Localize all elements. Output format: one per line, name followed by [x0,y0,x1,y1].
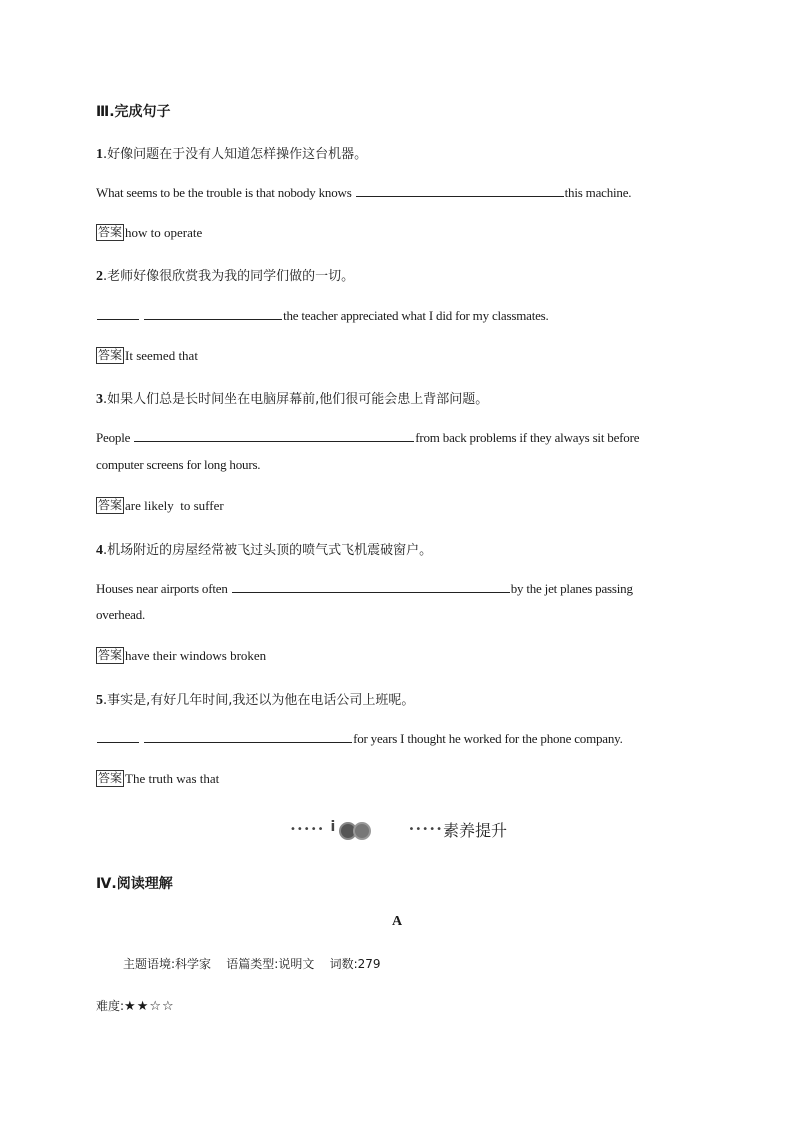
literacy-logo-icon [329,819,375,841]
answer-text: It seemed that [125,347,198,363]
question-2-blank-b[interactable] [144,307,282,320]
question-3-prompt [96,388,488,408]
question-4-sentence [96,580,633,597]
question-5-blank-a[interactable] [97,730,139,743]
question-3-blank[interactable] [134,429,414,442]
question-5-chinese: .事实是,有好几年时间,我还以为他在电话公司上班呢。 [103,693,415,708]
section-divider [290,818,507,841]
question-4-blank[interactable] [232,580,510,593]
answer-text: have their windows broken [125,647,267,663]
question-1-blank[interactable] [356,184,564,197]
divider-title: 素养提升 [443,821,508,840]
question-1-sentence [96,184,631,201]
answer-label: 答案 [98,498,123,512]
question-3-text-before: People [96,430,131,445]
question-5-sentence [96,730,623,747]
question-3-sentence [96,429,639,446]
question-3-number: 3 [96,392,103,407]
question-1-answer [96,224,202,241]
section-4-heading: Ⅳ.阅读理解 [96,876,173,892]
question-3-answer [96,497,224,514]
question-4-text-before: Houses near airports often [96,581,228,596]
question-4-number: 4 [96,543,103,558]
passage-meta: 主题语境:科学家 语篇类型:说明文 词数:279 [123,957,381,971]
question-5-prompt [96,689,414,709]
question-5-text-after: for years I thought he worked for the phone company. [353,731,623,746]
question-3-sentence-line2: computer screens for long hours. [96,457,261,472]
question-3-text-after: from back problems if they always sit before [415,430,640,445]
question-2-blank-a[interactable] [97,307,139,320]
passage-letter: A [392,914,403,929]
question-5-number: 5 [96,693,103,708]
question-2-text-after: the teacher appreciated what I did for my classmates. [283,308,549,323]
question-2-sentence [96,307,549,324]
question-2-prompt [96,265,354,285]
answer-label: 答案 [98,348,123,362]
question-1-prompt [96,143,367,163]
dots-left: ••••• [290,824,325,835]
question-4-prompt [96,539,432,559]
question-2-answer [96,347,198,364]
answer-text: are likely to suffer [125,497,224,513]
difficulty-label: 难度: [96,999,125,1013]
dots-right: ••••• [408,824,443,835]
question-4-answer [96,647,266,664]
difficulty-row [96,995,175,1014]
question-4-chinese: .机场附近的房屋经常被飞过头顶的喷气式飞机震破窗户。 [103,543,433,558]
difficulty-stars-icon: ★★☆☆ [124,999,175,1014]
answer-text: how to operate [125,224,203,240]
question-1-chinese: .好像问题在于没有人知道怎样操作这台机器。 [103,147,368,162]
question-4-sentence-line2: overhead. [96,607,146,622]
answer-label: 答案 [98,648,123,662]
question-1-text-before: What seems to be the trouble is that nobody knows [96,185,352,200]
question-1-number: 1 [96,147,103,162]
question-1-text-after: this machine. [564,185,632,200]
question-3-chinese: .如果人们总是长时间坐在电脑屏幕前,他们很可能会患上背部问题。 [103,392,489,407]
logo-letter: i [330,818,336,835]
answer-label: 答案 [98,225,123,239]
answer-text: The truth was that [125,770,220,786]
answer-label: 答案 [98,771,123,785]
question-4-text-after: by the jet planes passing [510,581,633,596]
question-2-number: 2 [96,269,103,284]
question-5-answer [96,770,219,787]
section-3-heading: Ⅲ.完成句子 [96,104,171,120]
question-2-chinese: .老师好像很欣赏我为我的同学们做的一切。 [103,269,355,284]
question-5-blank-b[interactable] [144,730,352,743]
